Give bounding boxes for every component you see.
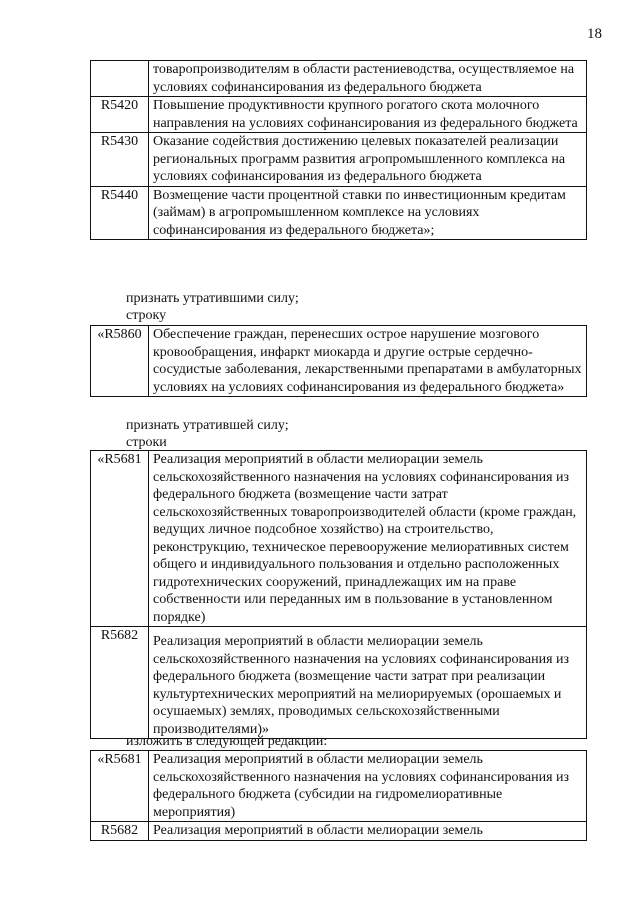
code-cell: R5420 xyxy=(91,97,149,133)
description-cell: Оказание содействия достижению целевых показателей реализации региональных программ развития агропромышленного комплекса на условиях софинансирования из федерального бюджета xyxy=(149,133,587,187)
code-cell: R5682 xyxy=(91,627,149,739)
description-cell: Обеспечение граждан, перенесших острое нарушение мозгового кровообращения, инфаркт миокарда и другие острые сердечно-сосудистые заболевания, лекарственными препаратами в амбулаторных условиях на условиях софинансирования из федерального бюджета» xyxy=(149,326,587,397)
code-cell: «R5681 xyxy=(91,751,149,822)
budget-codes-table-3 xyxy=(90,450,587,739)
instruction-text: признать утратившей силу; xyxy=(126,418,289,433)
table-row xyxy=(91,186,587,240)
table-row xyxy=(91,451,587,627)
description-cell: Возмещение части процентной ставки по инвестиционным кредитам (займам) в агропромышленном комплексе на условиях софинансирования из федерального бюджета»; xyxy=(149,186,587,240)
description-cell: Реализация мероприятий в области мелиорации земель сельскохозяйственного назначения на условиях софинансирования из федерального бюджета (субсидии на гидромелиоративные мероприятия) xyxy=(149,751,587,822)
description-cell: Реализация мероприятий в области мелиорации земель сельскохозяйственного назначения на условиях софинансирования из федерального бюджета (возмещение части затрат при реализации культуртехнических мероприятий на мелиорируемых (орошаемых и осушаемых) землях, проводимых сельскохозяйственными производителями)» xyxy=(149,627,587,739)
code-cell: R5440 xyxy=(91,186,149,240)
table-row xyxy=(91,627,587,739)
budget-codes-table-1 xyxy=(90,60,587,240)
table-row xyxy=(91,822,587,841)
description-cell: Реализация мероприятий в области мелиорации земель сельскохозяйственного назначения на условиях софинансирования из федерального бюджета (возмещение части затрат сельскохозяйственных товаропроизводителей области (кроме граждан, ведущих личное подсобное хозяйство) на строительство, реконструкцию, техническое перевооружение мелиоративных систем общего и индивидуального пользования и отдельно расположенных гидротехнических сооружений, принадлежащих им на праве собственности или переданных им в пользование в установленном порядке) xyxy=(149,451,587,627)
code-cell: R5682 xyxy=(91,822,149,841)
description-cell: Повышение продуктивности крупного рогатого скота молочного направления на условиях софинансирования из федерального бюджета xyxy=(149,97,587,133)
instruction-text: строки xyxy=(126,435,167,450)
description-cell: Реализация мероприятий в области мелиорации земель xyxy=(149,822,587,841)
instruction-text: строку xyxy=(126,308,167,323)
table-row xyxy=(91,751,587,822)
code-cell: «R5681 xyxy=(91,451,149,627)
table-row xyxy=(91,61,587,97)
table-row xyxy=(91,133,587,187)
table-row xyxy=(91,97,587,133)
description-cell: товаропроизводителям в области растениеводства, осуществляемое на условиях софинансирования из федерального бюджета xyxy=(149,61,587,97)
code-cell xyxy=(91,61,149,97)
instruction-text: изложить в следующей редакции: xyxy=(126,734,328,749)
code-cell: R5430 xyxy=(91,133,149,187)
table-row xyxy=(91,326,587,397)
budget-codes-table-2 xyxy=(90,325,587,397)
page-number: 18 xyxy=(587,26,602,42)
instruction-text: признать утратившими силу; xyxy=(126,291,299,306)
code-cell: «R5860 xyxy=(91,326,149,397)
budget-codes-table-4 xyxy=(90,750,587,841)
